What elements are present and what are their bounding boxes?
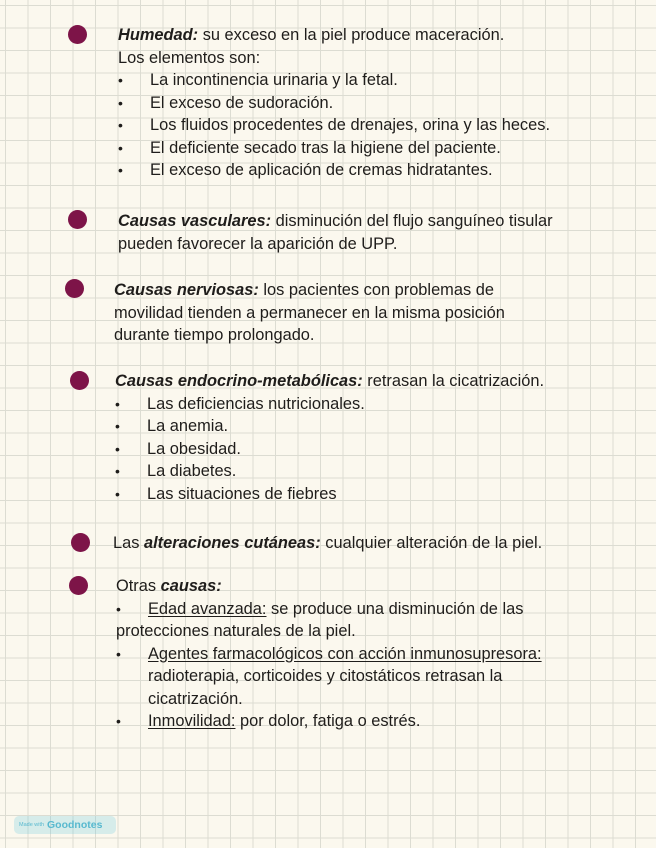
endocrino-term: Causas endocrino-metabólicas: — [115, 372, 363, 390]
bullet-dot-endocrino — [70, 371, 89, 390]
list-item — [118, 114, 550, 137]
humedad-term: Humedad: — [118, 26, 199, 44]
bullet-glyph: • — [115, 440, 120, 457]
goodnotes-watermark — [14, 816, 116, 834]
vasculares-text: disminución del flujo sanguíneo tisular — [271, 212, 553, 230]
list-item-agentes — [116, 643, 542, 666]
list-item-edad — [116, 598, 542, 621]
cutaneas-term: alteraciones cutáneas: — [143, 534, 321, 552]
list-item — [115, 415, 544, 438]
bullet-glyph: • — [118, 139, 123, 156]
bullet-dot-otras — [69, 576, 88, 595]
humedad-heading — [118, 24, 550, 47]
otras-prefix: Otras — [116, 577, 161, 595]
bullet-dot-humedad — [68, 25, 87, 44]
section-endocrino — [115, 370, 544, 505]
list-item-text: Las situaciones de fiebres — [147, 484, 337, 503]
agentes-continuation-2: cicatrización. — [148, 689, 243, 708]
bullet-glyph: • — [115, 418, 120, 434]
agentes-continuation-1: radioterapia, corticoides y citostáticos retrasan la — [148, 667, 503, 685]
bullet-glyph: • — [115, 395, 120, 412]
list-item — [115, 460, 544, 483]
section-nerviosas — [114, 279, 505, 347]
section-cutaneas — [113, 532, 542, 555]
nerviosas-line-3: durante tiempo prolongado. — [114, 326, 315, 344]
otras-term: causas: — [160, 577, 222, 595]
agentes-label: Agentes farmacológicos con acción inmunosupresora: — [148, 644, 542, 663]
list-item-text: Las deficiencias nutricionales. — [147, 394, 365, 413]
list-item-text: El deficiente secado tras la higiene del paciente. — [150, 138, 501, 157]
bullet-glyph: • — [116, 645, 121, 662]
inmovilidad-label: Inmovilidad: — [148, 712, 236, 730]
edad-continuation: protecciones naturales de la piel. — [116, 622, 356, 640]
section-otras — [116, 575, 542, 733]
list-item-text: Los fluidos procedentes de drenajes, orina y las heces. — [150, 116, 550, 134]
bullet-glyph: • — [115, 485, 120, 502]
list-item-inmovilidad — [116, 710, 542, 733]
cutaneas-line — [113, 532, 542, 555]
endocrino-text: retrasan la cicatrización. — [362, 372, 545, 390]
vasculares-line-1 — [118, 210, 553, 233]
bullet-glyph: • — [116, 600, 121, 617]
list-item-text: El exceso de sudoración. — [150, 93, 334, 112]
nerviosas-term: Causas nerviosas: — [114, 281, 259, 299]
bullet-glyph: • — [118, 94, 123, 111]
section-humedad — [118, 24, 550, 182]
list-item-text: La diabetes. — [147, 462, 237, 480]
cutaneas-text: cualquier alteración de la piel. — [320, 534, 543, 552]
nerviosas-text: los pacientes con problemas de — [258, 281, 494, 299]
bullet-dot-nerviosas — [65, 279, 84, 298]
vasculares-term: Causas vasculares: — [118, 212, 272, 230]
bullet-dot-cutaneas — [71, 533, 90, 552]
list-item — [118, 92, 550, 115]
list-item-text: El exceso de aplicación de cremas hidratantes. — [150, 161, 493, 179]
bullet-glyph: • — [118, 162, 123, 178]
humedad-intro: Los elementos son: — [118, 48, 261, 67]
list-item-text: La anemia. — [147, 417, 229, 435]
endocrino-heading — [115, 370, 544, 393]
bullet-glyph: • — [118, 117, 123, 133]
bullet-glyph: • — [118, 72, 123, 88]
bullet-glyph: • — [116, 713, 121, 729]
list-item — [118, 137, 550, 160]
list-item-text: La incontinencia urinaria y la fetal. — [150, 71, 398, 89]
otras-heading — [116, 575, 542, 598]
bullet-dot-vasculares — [68, 210, 87, 229]
list-item — [118, 159, 550, 182]
section-vasculares — [118, 210, 553, 255]
vasculares-line-2: pueden favorecer la aparición de UPP. — [118, 234, 398, 253]
list-item — [115, 483, 544, 506]
bullet-glyph: • — [115, 463, 120, 479]
cutaneas-prefix: Las — [113, 534, 144, 552]
humedad-text: su exceso en la piel produce maceración. — [198, 26, 505, 44]
edad-label: Edad avanzada: — [148, 599, 267, 618]
list-item — [115, 393, 544, 416]
nerviosas-line-1 — [114, 279, 505, 302]
edad-text: se produce una disminución de las — [266, 599, 524, 618]
watermark-made-with: Made with — [19, 822, 45, 829]
list-item — [118, 69, 550, 92]
list-item — [115, 438, 544, 461]
watermark-brand: Goodnotes — [47, 819, 103, 831]
nerviosas-line-2: movilidad tienden a permanecer en la misma posición — [114, 303, 505, 322]
inmovilidad-text: por dolor, fatiga o estrés. — [235, 712, 421, 730]
list-item-text: La obesidad. — [147, 439, 241, 458]
